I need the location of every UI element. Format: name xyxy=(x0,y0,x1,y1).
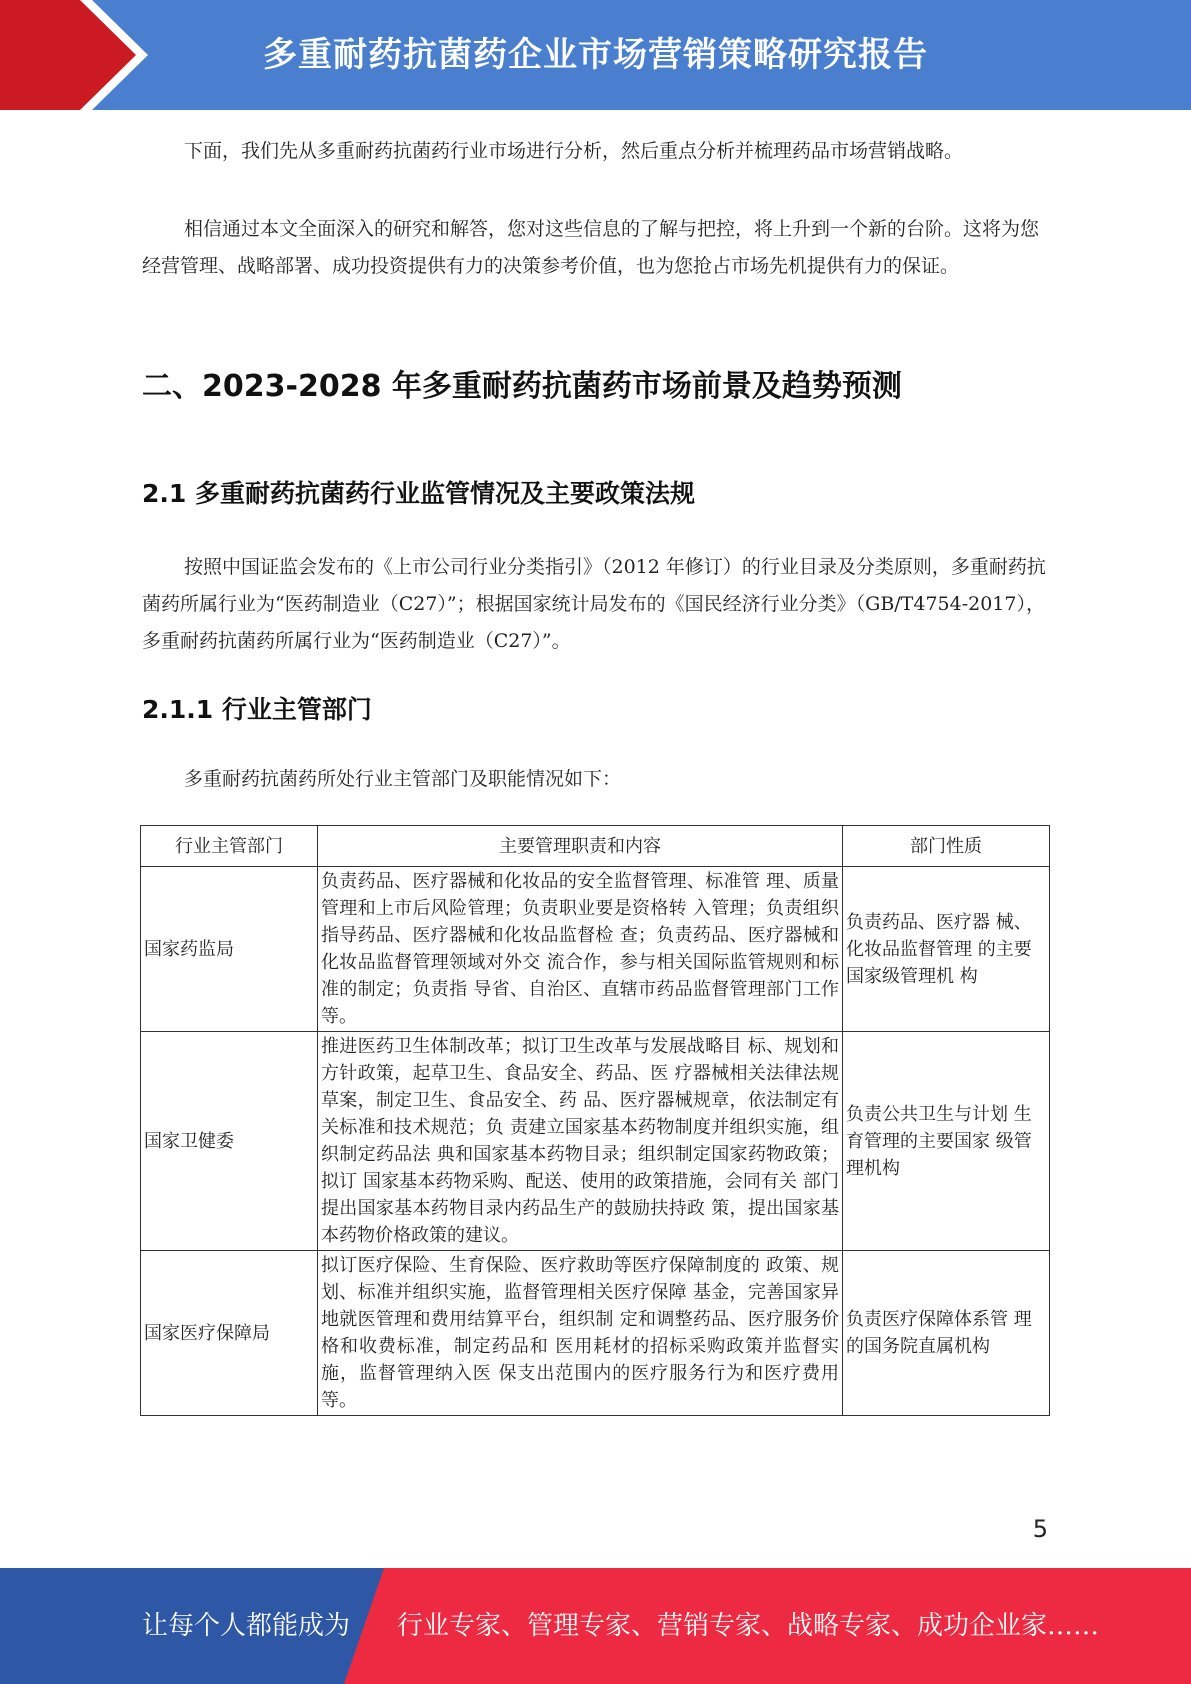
table-row xyxy=(141,1251,1050,1416)
table-header-cell: 行业主管部门 xyxy=(141,826,318,867)
nature-cell: 负责公共卫生与计划 生育管理的主要国家 级管理机构 xyxy=(843,1032,1050,1251)
nature-cell: 负责药品、医疗器 械、化妆品监督管理 的主要国家级管理机 构 xyxy=(843,867,1050,1032)
dept-cell: 国家药监局 xyxy=(141,867,318,1032)
duty-cell: 推进医药卫生体制改革；拟订卫生改革与发展战略目 标、规划和方针政策，起草卫生、食品安全、药品、医 疗器械相关法律法规草案，制定卫生、食品安全、药 品、医疗器械规章，依法制定有关标准和技术规范；负 责建立国家基本药物制度并组织实施，组织制定药品法 典和国家基本药物目录；组织制定国家药物政策；拟订 国家基本药物采购、配送、使用的政策措施，会同有关 部门提出国家基本药物目录内药品生产的鼓励扶持政 策，提出国家基本药物价格政策的建议。 xyxy=(318,1032,843,1251)
subsection-paragraph: 按照中国证监会发布的《上市公司行业分类指引》（2012 年修订）的行业目录及分类原则，多重耐药抗菌药所属行业为“医药制造业（C27）”；根据国家统计局发布的《国民经济行业分类》（GB/T4754-2017），多重耐药抗菌药所属行业为“医药制造业（C27）”。 xyxy=(142,556,1046,652)
duty-cell: 负责药品、医疗器械和化妆品的安全监督管理、标准管 理、质量管理和上市后风险管理；负责职业要是资格转 入管理；负责组织指导药品、医疗器械和化妆品监督检 查；负责药品、医疗器械和化妆品监督管理领域对外交 流合作，参与相关国际监管规则和标准的制定；负责指 导省、自治区、直辖市药品监督管理部门工作等。 xyxy=(318,867,843,1032)
table-row xyxy=(141,1032,1050,1251)
sub-subsection-heading: 2.1.1 行业主管部门 xyxy=(142,695,372,724)
table-row xyxy=(141,867,1050,1032)
page-footer xyxy=(0,1568,1191,1684)
intro-paragraph-2: 相信通过本文全面深入的研究和解答，您对这些信息的了解与把控，将上升到一个新的台阶。这将为您经营管理、战略部署、成功投资提供有力的决策参考价值，也为您抢占市场先机提供有力的保证。 xyxy=(142,218,1040,277)
page-number: 5 xyxy=(1032,1515,1048,1543)
footer-slogan-left: 让每个人都能成为 xyxy=(142,1611,351,1641)
subsection-heading: 2.1 多重耐药抗菌药行业监管情况及主要政策法规 xyxy=(142,479,695,508)
table-header-row xyxy=(141,826,1050,867)
page-header xyxy=(0,0,1191,110)
section-heading: 二、2023-2028 年多重耐药抗菌药市场前景及趋势预测 xyxy=(142,369,902,404)
table-header-cell: 部门性质 xyxy=(843,826,1050,867)
dept-cell: 国家卫健委 xyxy=(141,1032,318,1251)
table-header-cell: 主要管理职责和内容 xyxy=(318,826,843,867)
table-intro-paragraph: 多重耐药抗菌药所处行业主管部门及职能情况如下： xyxy=(184,768,622,790)
header-arrow-decoration xyxy=(0,0,160,110)
department-table xyxy=(140,825,1050,1416)
nature-cell: 负责医疗保障体系管 理的国务院直属机构 xyxy=(843,1251,1050,1416)
dept-cell: 国家医疗保障局 xyxy=(141,1251,318,1416)
intro-paragraph-1: 下面，我们先从多重耐药抗菌药行业市场进行分析，然后重点分析并梳理药品市场营销战略。 xyxy=(184,140,964,162)
document-title: 多重耐药抗菌药企业市场营销策略研究报告 xyxy=(263,35,928,75)
duty-cell: 拟订医疗保险、生育保险、医疗救助等医疗保障制度的 政策、规划、标准并组织实施，监督管理相关医疗保障 基金，完善国家异地就医管理和费用结算平台，组织制 定和调整药品、医疗服务价格和收费标准，制定药品和 医用耗材的招标采购政策并监督实施，监督管理纳入医 保支出范围内的医疗服务行为和医疗费用等。 xyxy=(318,1251,843,1416)
footer-slogan-right: 行业专家、管理专家、营销专家、战略专家、成功企业家…… xyxy=(397,1611,1100,1641)
